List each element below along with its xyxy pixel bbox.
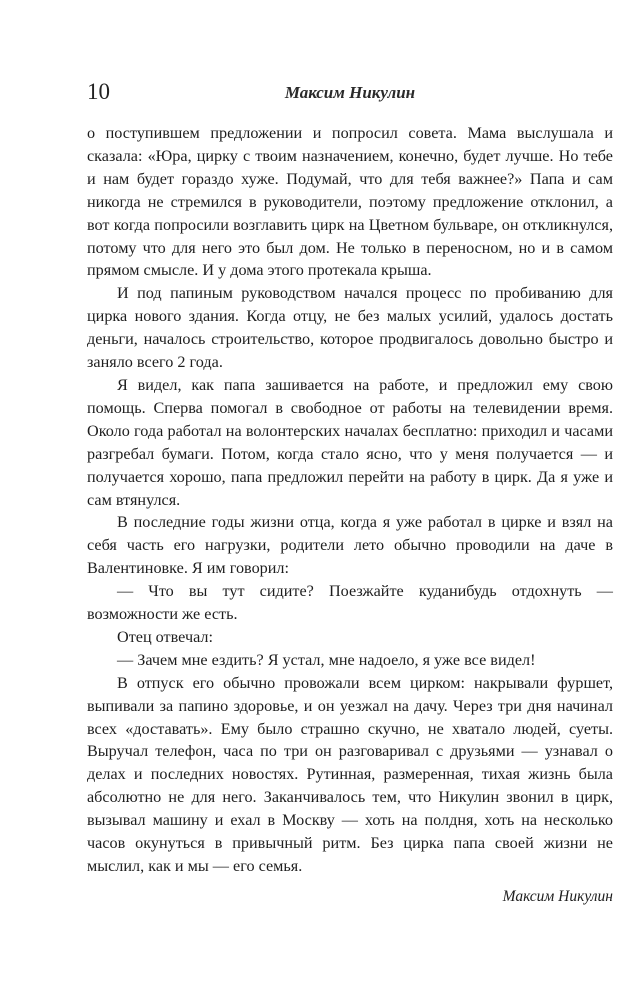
dialogue-line: — Зачем мне ездить? Я устал, мне надоело, я уже все видел!: [117, 650, 536, 669]
body-text: [87, 122, 613, 878]
paragraph: И под папиным руководством начался процесс по пробиванию для цирка нового здания. Когда отцу, не без малых усилий, удалось достать деньги, началось строительство, которое продвигалось довольно быстро и заняло всего 2 года.: [87, 284, 613, 372]
dialogue-line: — Что вы тут сидите? Поезжайте куданибудь отдохнуть — возможности же есть.: [87, 582, 613, 624]
paragraph: Я видел, как папа зашивается на работе, и предложил ему свою помощь. Сперва помогал в свободное от работы на телевидении время. Около года работал на волонтерских началах бесплатно: приходил и часами разгребал бумаги. Потом, когда стало ясно, что у меня получается — и получается хорошо, папа предложил перейти на работу в цирк. Да я уже и сам втянулся.: [87, 375, 613, 509]
paragraph: В отпуск его обычно провожали всем цирком: накрывали фуршет, выпивали за папино здоровье, и он уезжал на дачу. Через три дня начинал всех «доставать». Ему было страшно скучно, не хватало людей, суеты. Выручал телефон, часа по три он разговаривал с друзьями — узнавал о делах и последних новостях. Рутинная, размеренная, тихая жизнь была абсолютно не для него. Заканчивалось тем, что Никулин звонил в цирк, вызывал машину и ехал в Москву — хоть на полдня, хоть на несколько часов окунуться в привычный ритм. Без цирка папа своей жизни не мыслил, как и мы — его семья.: [87, 673, 613, 875]
page-header: [87, 78, 613, 110]
running-head-author: Максим Никулин: [284, 83, 416, 102]
paragraph: В последние годы жизни отца, когда я уже работал в цирке и взял на себя часть его нагрузки, родители лето обычно проводили на даче в Валентиновке. Я им говорил:: [87, 513, 613, 578]
author-signature: Максим Никулин: [502, 888, 613, 905]
paragraph: о поступившем предложении и попросил совета. Мама выслушала и сказала: «Юра, цирку с твоим назначением, конечно, будет лучше. Но тебе и нам будет гораздо хуже. Подумай, что для тебя важнее?» Папа и сам никогда не стремился в руководители, поэтому предложение отклонил, а вот когда попросили возглавить цирк на Цветном бульваре, он откликнулся, потому что для него это был дом. Не только в переносном, но и в самом прямом смысле. И у дома этого протекала крыша.: [87, 124, 613, 280]
paragraph: Отец отвечал:: [117, 627, 213, 646]
page-number: 10: [87, 79, 110, 104]
